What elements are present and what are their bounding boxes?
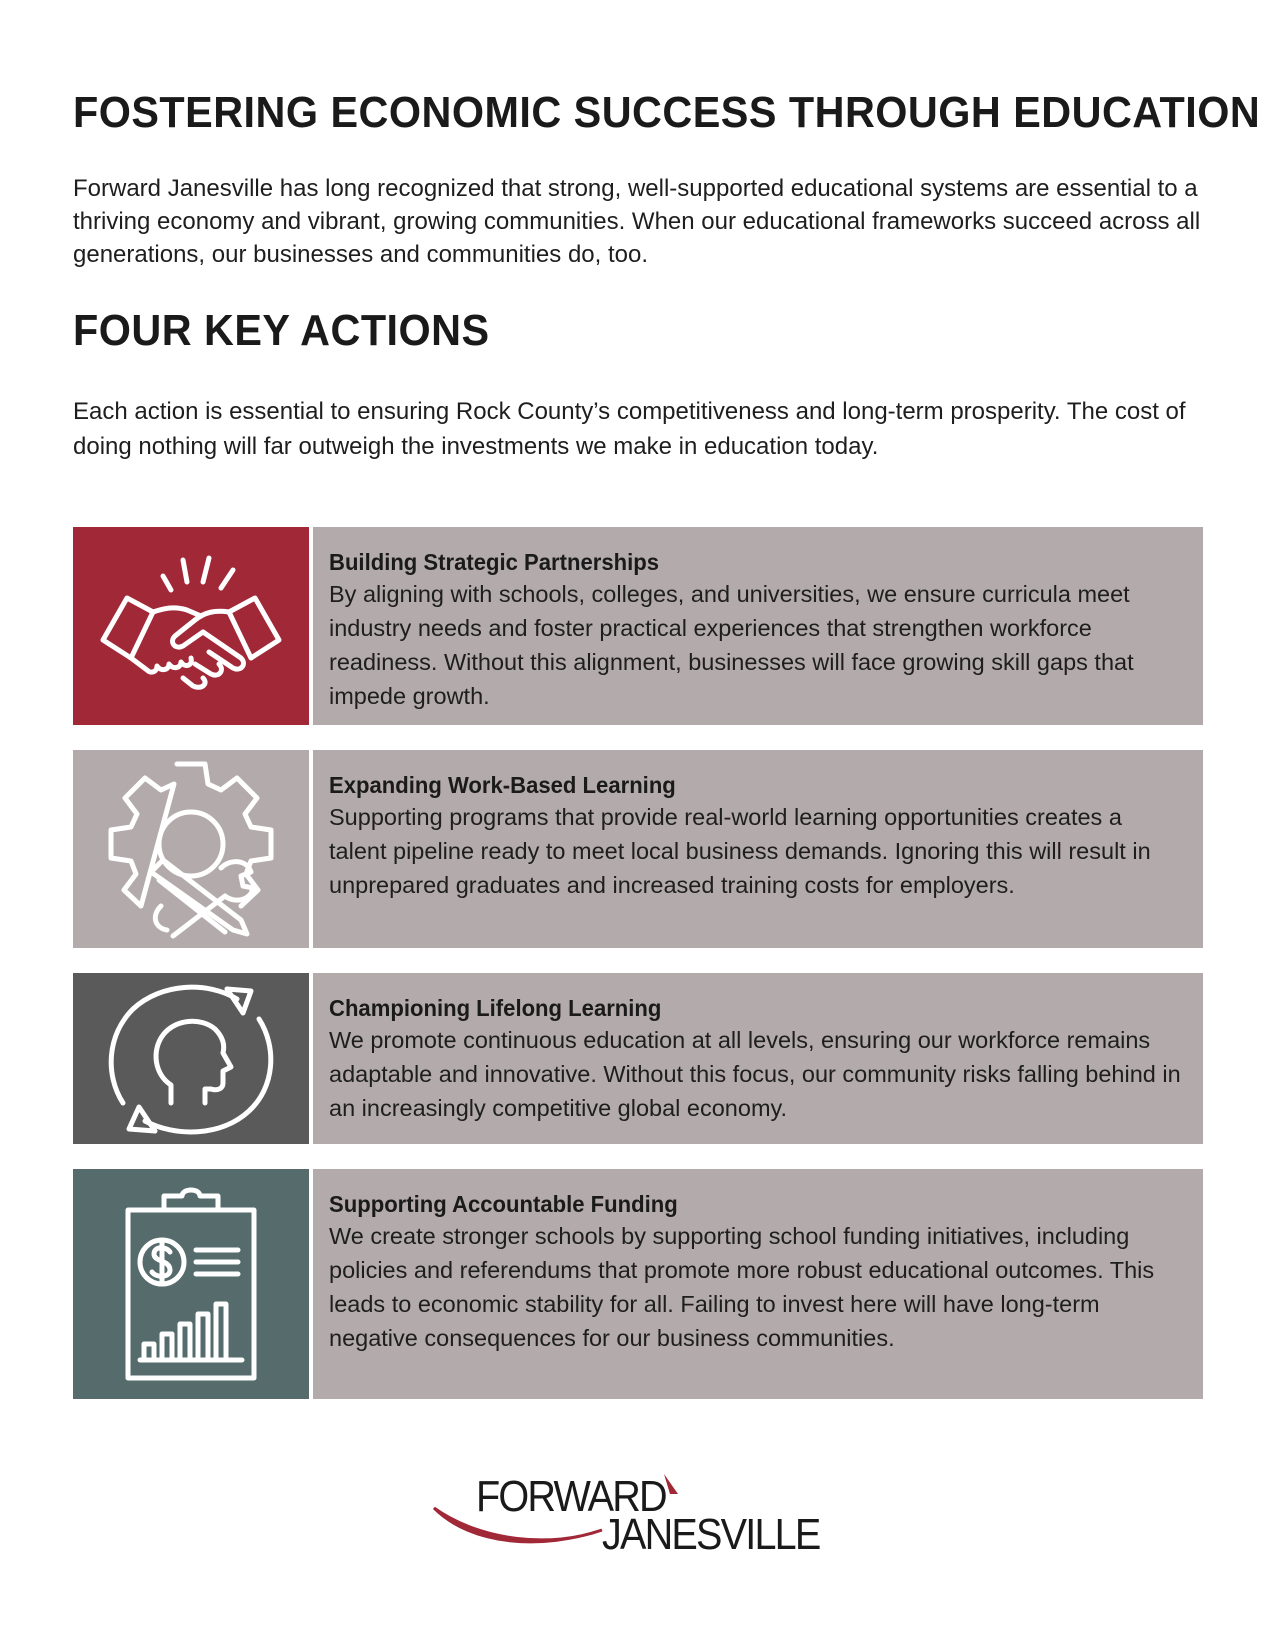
action-icon-box — [73, 973, 309, 1144]
section-title: FOUR KEY ACTIONS — [73, 306, 490, 355]
action-title: Supporting Accountable Funding — [329, 1191, 678, 1217]
action-icon-box — [73, 1169, 309, 1399]
action-icon-box — [73, 527, 309, 725]
action-row-work-based-learning — [73, 750, 1203, 948]
action-row-partnerships — [73, 527, 1203, 725]
gear-tools-icon — [91, 754, 291, 944]
section-lead: Each action is essential to ensuring Rock County’s competitiveness and long-term prosperity. The cost of doing nothing will far outweigh the investments we make in education today. — [73, 398, 1186, 460]
action-row-lifelong-learning — [73, 973, 1203, 1144]
action-icon-box — [73, 750, 309, 948]
action-title: Building Strategic Partnerships — [329, 549, 660, 575]
handshake-icon — [91, 546, 291, 706]
action-body: We promote continuous education at all levels, ensuring our workforce remains adaptable and innovative. Without this focus, our community risks falling behind in an increasingly competitive global economy. — [329, 1027, 1181, 1121]
intro-paragraph: Forward Janesville has long recognized that strong, well-supported educational systems are essential to a thriving economy and vibrant, growing communities. When our educational frameworks succeed across all generations, our businesses and communities do, too. — [73, 175, 1201, 268]
head-cycle-icon — [101, 979, 281, 1139]
action-row-accountable-funding — [73, 1169, 1203, 1399]
action-text-box — [313, 527, 1203, 725]
logo-line-janesville: JANESVILLE — [602, 1510, 820, 1559]
actions-list — [73, 527, 1203, 1424]
action-title: Expanding Work-Based Learning — [329, 772, 676, 798]
page-title: FOSTERING ECONOMIC SUCCESS THROUGH EDUCATION — [73, 88, 1261, 137]
logo-line-forward: FORWARD — [476, 1472, 666, 1521]
action-body: We create stronger schools by supporting school funding initiatives, including policies and referendums that promote more robust educational outcomes. This leads to economic stability for all. Failing to invest here will have long-term negative consequences for our business communities. — [329, 1223, 1155, 1351]
action-text-box — [313, 973, 1203, 1144]
action-text-box — [313, 750, 1203, 948]
action-title: Championing Lifelong Learning — [329, 995, 662, 1021]
action-text-box — [313, 1169, 1203, 1399]
forward-janesville-logo — [432, 1468, 852, 1558]
clipboard-funding-icon — [116, 1184, 266, 1384]
action-body: Supporting programs that provide real-world learning opportunities creates a talent pipeline ready to meet local business demands. Ignoring this will result in unprepared graduates and increased training costs for employers. — [329, 804, 1151, 898]
action-body: By aligning with schools, colleges, and universities, we ensure curricula meet industry needs and foster practical experiences that strengthen workforce readiness. Without this alignment, businesses will face growing skill gaps that impede growth. — [329, 581, 1134, 709]
